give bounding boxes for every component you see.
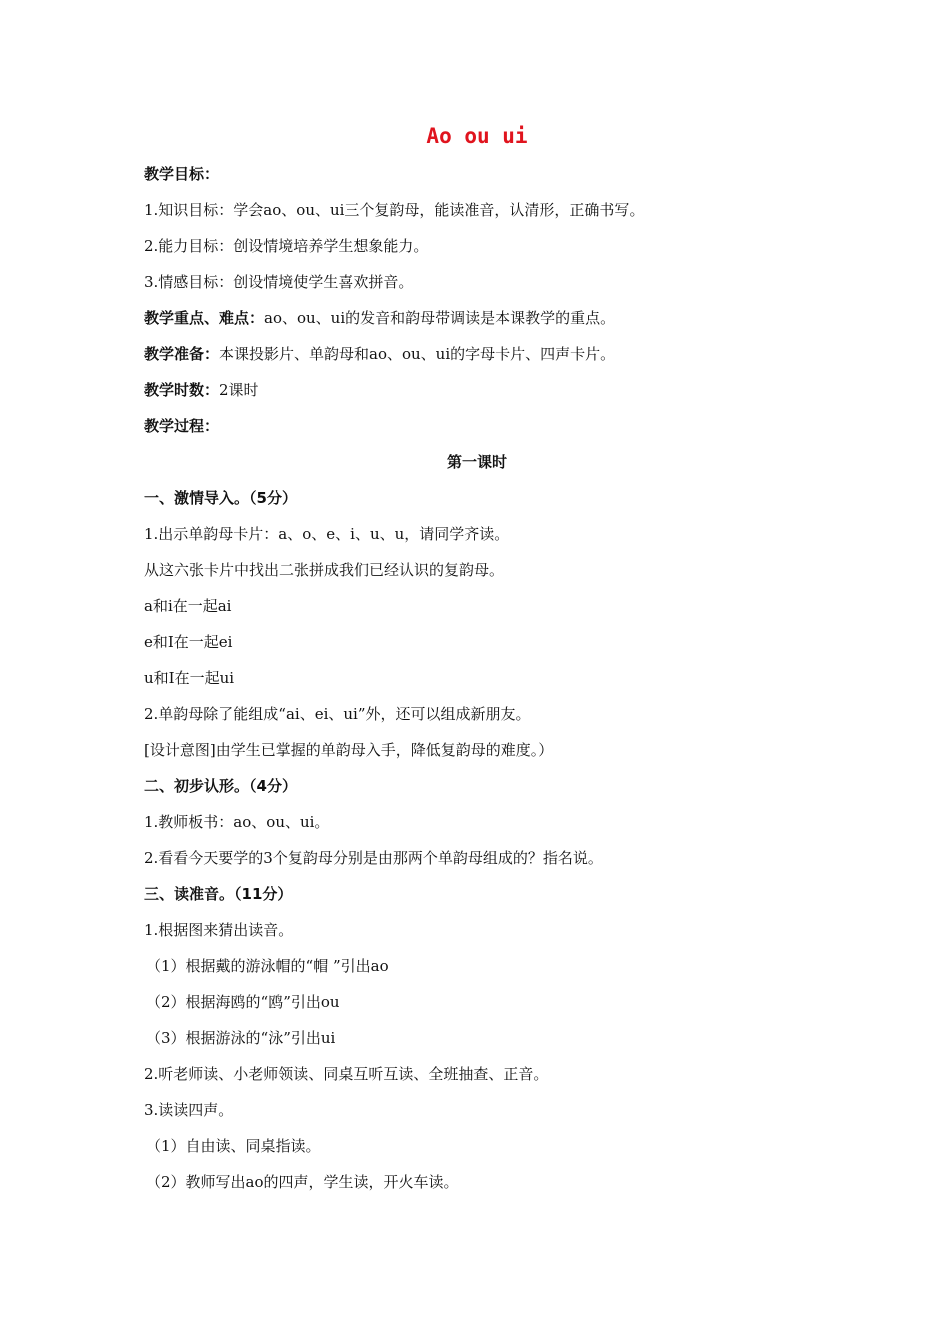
paragraph: 1.根据图来猜出读音。 bbox=[144, 921, 294, 939]
document-page bbox=[144, 118, 810, 1200]
paragraph: 1.出示单韵母卡片：a、o、e、i、u、u，请同学齐读。 bbox=[144, 525, 510, 543]
goal-knowledge: 1.知识目标：学会ao、ou、ui三个复韵母，能读准音，认清形，正确书写。 bbox=[144, 201, 645, 219]
paragraph: （1）根据戴的游泳帽的“帽 ”引出ao bbox=[146, 957, 389, 975]
preparation bbox=[144, 336, 810, 372]
paragraph: 1.教师板书：ao、ou、ui。 bbox=[144, 813, 330, 831]
paragraph: （2）根据海鸥的“鸥”引出ou bbox=[146, 993, 340, 1011]
class-hours-label: 教学时数： bbox=[144, 381, 220, 399]
paragraph: 2.看看今天要学的3个复韵母分别是由那两个单韵母组成的？指名说。 bbox=[144, 849, 603, 867]
paragraph: 2.单韵母除了能组成“ai、ei、ui”外，还可以组成新朋友。 bbox=[144, 705, 531, 723]
process-heading: 教学过程： bbox=[144, 417, 220, 435]
section-three-heading: 三、读准音。（11分） bbox=[144, 885, 293, 903]
paragraph: （3）根据游泳的“泳”引出ui bbox=[146, 1029, 336, 1047]
class-hours-text: 2课时 bbox=[219, 381, 259, 399]
paragraph: 2.听老师读、小老师领读、同桌互听互读、全班抽查、正音。 bbox=[144, 1065, 549, 1083]
section-two-heading: 二、初步认形。（4分） bbox=[144, 777, 297, 795]
paragraph: e和I在一起ei bbox=[144, 633, 233, 651]
paragraph: 3.读读四声。 bbox=[144, 1101, 234, 1119]
key-points-text: ao、ou、ui的发音和韵母带调读是本课教学的重点。 bbox=[264, 309, 616, 327]
class-hours bbox=[144, 372, 810, 408]
design-intent-note: [设计意图]由学生已掌握的单韵母入手，降低复韵母的难度。） bbox=[144, 741, 554, 759]
goal-ability: 2.能力目标：创设情境培养学生想象能力。 bbox=[144, 237, 429, 255]
paragraph: （1）自由读、同桌指读。 bbox=[146, 1137, 321, 1155]
preparation-label: 教学准备： bbox=[144, 345, 220, 363]
paragraph: a和i在一起ai bbox=[144, 597, 232, 615]
paragraph: u和I在一起ui bbox=[144, 669, 235, 687]
key-points-label: 教学重点、难点： bbox=[144, 309, 265, 327]
lesson-one-heading: 第一课时 bbox=[446, 453, 507, 471]
key-points bbox=[144, 300, 810, 336]
goal-emotion: 3.情感目标：创设情境使学生喜欢拼音。 bbox=[144, 273, 414, 291]
paragraph: （2）教师写出ao的四声，学生读，开火车读。 bbox=[146, 1173, 459, 1191]
preparation-text: 本课投影片、单韵母和ao、ou、ui的字母卡片、四声卡片。 bbox=[219, 345, 616, 363]
section-one-heading: 一、激情导入。（5分） bbox=[144, 489, 297, 507]
paragraph: 从这六张卡片中找出二张拼成我们已经认识的复韵母。 bbox=[144, 561, 505, 579]
goals-heading: 教学目标： bbox=[144, 165, 220, 183]
document-title: Ao ou ui bbox=[426, 124, 528, 148]
